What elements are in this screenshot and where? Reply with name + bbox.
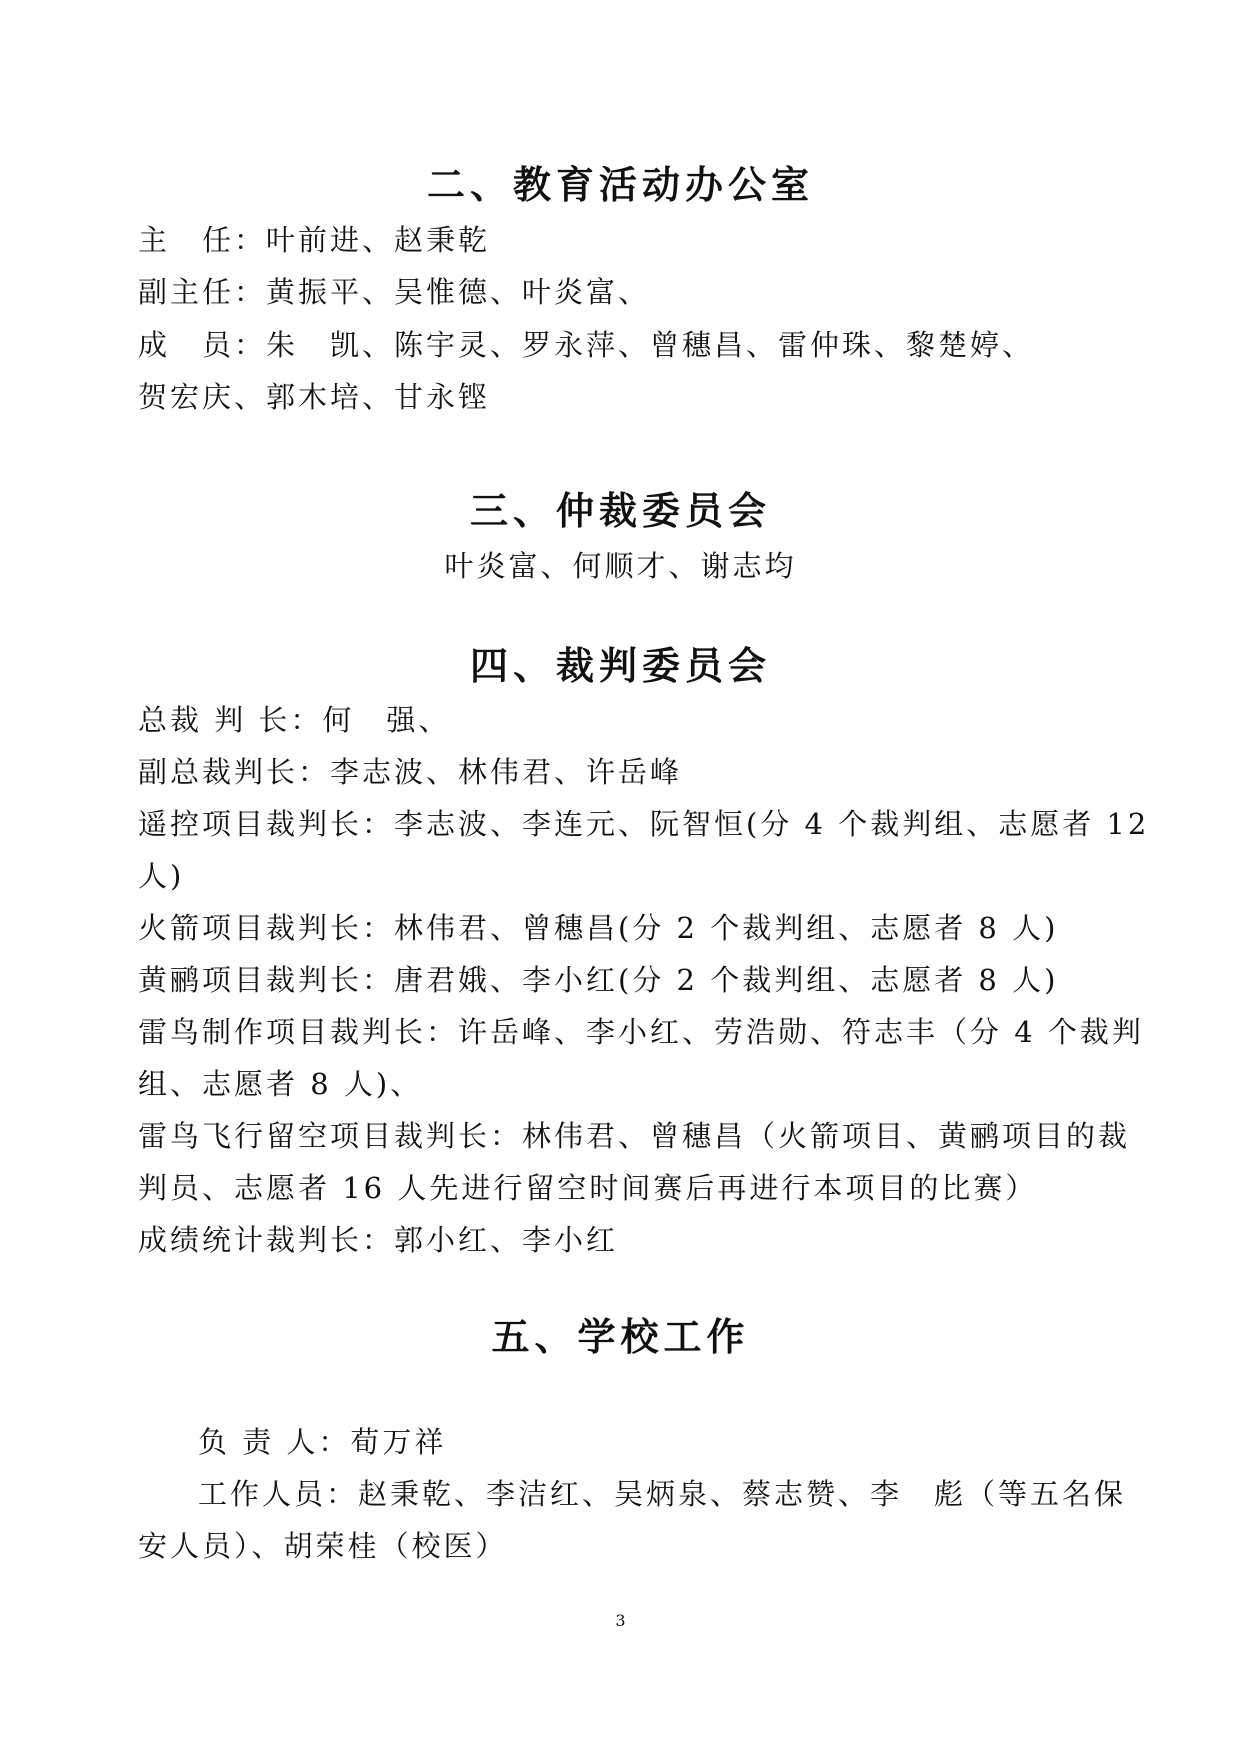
referee-statistics-line: 成绩统计裁判长：郭小红、李小红 (138, 1223, 619, 1257)
page-number: 3 (615, 1611, 626, 1630)
referee-thunderbird-flight-line-continued: 判员、志愿者 16 人先进行留空时间赛后再进行本项目的比赛） (138, 1171, 1038, 1205)
referee-deputy-chief-line: 副总裁判长：李志波、林伟君、许岳峰 (138, 755, 683, 789)
education-members-line: 成 员：朱 凯、陈宇灵、罗永萍、曾穗昌、雷仲珠、黎楚婷、 (138, 328, 1035, 362)
referee-thunderbird-build-line: 雷鸟制作项目裁判长：许岳峰、李小红、劳浩勋、符志丰（分 4 个裁判 (138, 1015, 1144, 1049)
referee-thunderbird-flight-line: 雷鸟飞行留空项目裁判长：林伟君、曾穗昌（火箭项目、黄鹂项目的裁 (138, 1119, 1131, 1153)
section-heading-arbitration: 三、仲裁委员会 (469, 489, 771, 533)
education-director-line: 主 任：叶前进、赵秉乾 (138, 223, 491, 257)
school-staff-line-continued: 安人员）、胡荣桂（校医） (138, 1529, 508, 1563)
referee-rocket-line: 火箭项目裁判长：林伟君、曾穗昌(分 2 个裁判组、志愿者 8 人) (138, 911, 1059, 945)
section-heading-education: 二、教育活动办公室 (426, 163, 814, 207)
education-members-line-continued: 贺宏庆、郭木培、甘永铿 (138, 380, 491, 414)
referee-remote-control-line: 遥控项目裁判长：李志波、李连元、阮智恒(分 4 个裁判组、志愿者 12 (138, 807, 1150, 841)
school-lead-line: 负 责 人：荀万祥 (198, 1425, 447, 1459)
referee-remote-control-line-continued: 人) (138, 859, 185, 893)
section-heading-school: 五、学校工作 (491, 1315, 750, 1359)
section-heading-referee: 四、裁判委员会 (469, 644, 771, 688)
school-staff-line: 工作人员：赵秉乾、李洁红、吴炳泉、蔡志赞、李 彪（等五名保 (198, 1477, 1127, 1511)
referee-chief-line: 总裁 判 长：何 强、 (138, 703, 451, 737)
referee-oriole-line: 黄鹂项目裁判长：唐君娥、李小红(分 2 个裁判组、志愿者 8 人) (138, 963, 1059, 997)
education-deputy-line: 副主任：黄振平、吴惟德、叶炎富、 (138, 275, 651, 309)
referee-thunderbird-build-line-continued: 组、志愿者 8 人)、 (138, 1067, 423, 1101)
arbitration-members-line: 叶炎富、何顺才、谢志均 (444, 549, 797, 583)
